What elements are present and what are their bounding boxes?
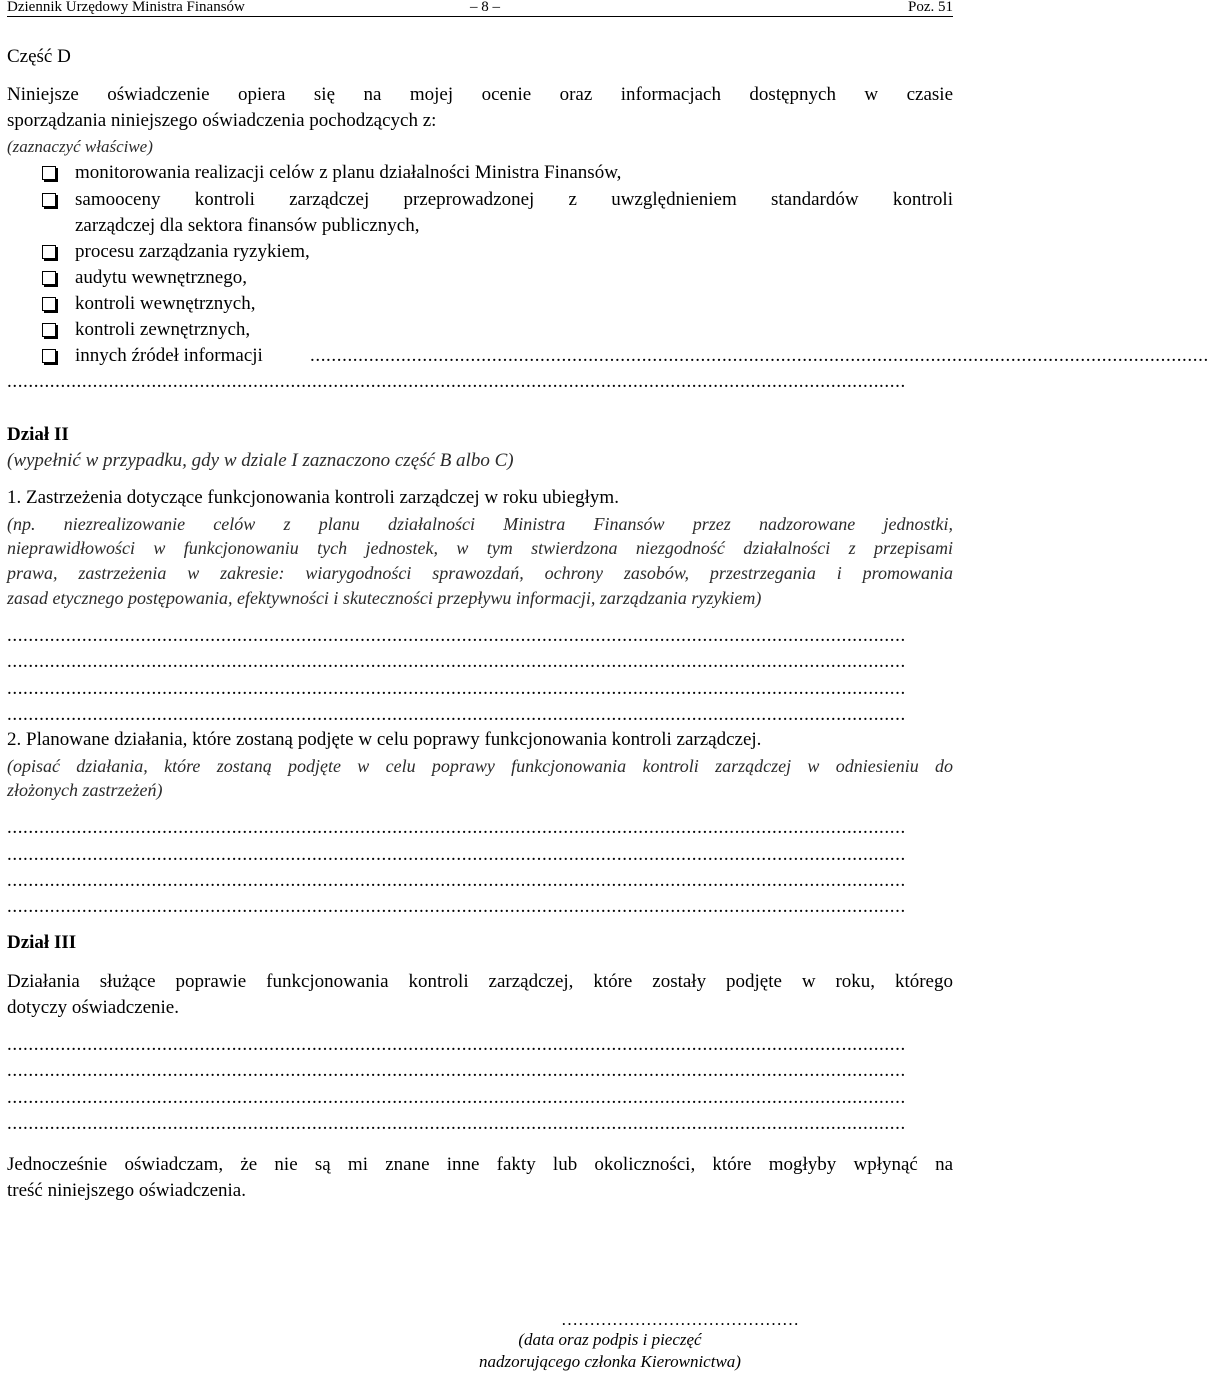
closing-text-1: Jednocześnie oświadczam, że nie są mi znane inne fakty lub okoliczności, które mogłyby wpłynąć na <box>7 1154 953 1175</box>
option-other-sources-label: innych źródeł informacji <box>75 345 263 366</box>
option-monitoring-label: monitorowania realizacji celów z planu działalności Ministra Finansów, <box>75 162 622 183</box>
answer-2-line-4[interactable]: ........................................................................................................................................................................ <box>7 896 906 917</box>
answer-2-line-3[interactable]: ........................................................................................................................................................................ <box>7 870 906 891</box>
answer-2-line-2[interactable]: ........................................................................................................................................................................ <box>7 844 906 865</box>
answer-3-line-2[interactable]: ........................................................................................................................................................................ <box>7 1060 906 1081</box>
section-title-czesc-d: Część D <box>7 46 71 67</box>
option-self-assessment-label: samooceny kontroli zarządczej przeprowadzonej z uwzględnieniem standardów kontroli <box>75 189 953 210</box>
signature-caption-1: (data oraz podpis i pieczęć <box>518 1330 702 1349</box>
other-sources-fill-line[interactable]: ........................................................................................................................................................................ <box>310 345 1209 366</box>
answer-3-line-1[interactable]: ........................................................................................................................................................................ <box>7 1034 906 1055</box>
question-2-hint-1: (opisać działania, które zostaną podjęte w celu poprawy funkcjonowania kontroli zarządczej w odniesieniu do <box>7 756 953 776</box>
checkbox-internal-controls[interactable] <box>42 297 56 311</box>
closing-text-2: treść niniejszego oświadczenia. <box>7 1180 246 1201</box>
position-number: Poz. 51 <box>908 0 953 15</box>
intro-line-1: Niniejsze oświadczenie opiera się na mojej ocenie oraz informacjach dostępnych w czasie <box>7 84 953 105</box>
dzial-3-text-2: dotyczy oświadczenie. <box>7 997 179 1018</box>
answer-1-line-1[interactable]: ........................................................................................................................................................................ <box>7 625 906 646</box>
section-title-dzial-2: Dział II <box>7 424 69 445</box>
journal-title: Dziennik Urzędowy Ministra Finansów <box>7 0 245 15</box>
answer-1-line-3[interactable]: ........................................................................................................................................................................ <box>7 678 906 699</box>
checkbox-internal-audit[interactable] <box>42 271 56 285</box>
dzial-3-text-1: Działania służące poprawie funkcjonowania kontroli zarządczej, które zostały podjęte w roku, którego <box>7 971 953 992</box>
question-2-hint-2: złożonych zastrzeżeń) <box>7 780 163 800</box>
dzial-2-note: (wypełnić w przypadku, gdy w dziale I zaznaczono część B albo C) <box>7 450 514 471</box>
answer-1-line-2[interactable]: ........................................................................................................................................................................ <box>7 651 906 672</box>
signature-line[interactable]: …………………………………… <box>561 1310 799 1329</box>
option-internal-audit-label: audytu wewnętrznego, <box>75 267 247 288</box>
option-external-controls-label: kontroli zewnętrznych, <box>75 319 251 340</box>
page-header <box>7 0 953 17</box>
intro-line-2: sporządzania niniejszego oświadczenia pochodzących z: <box>7 110 437 131</box>
question-2: 2. Planowane działania, które zostaną podjęte w celu poprawy funkcjonowania kontroli zarządczej. <box>7 729 762 750</box>
option-risk-management-label: procesu zarządzania ryzykiem, <box>75 241 310 262</box>
answer-2-line-1[interactable]: ........................................................................................................................................................................ <box>7 817 906 838</box>
option-internal-controls-label: kontroli wewnętrznych, <box>75 293 256 314</box>
question-1-hint-1: (np. niezrealizowanie celów z planu działalności Ministra Finansów przez nadzorowane jednostki, <box>7 514 953 534</box>
question-1-hint-3: prawa, zastrzeżenia w zakresie: wiarygodności sprawozdań, ochrony zasobów, przestrzegania i promowania <box>7 563 953 583</box>
signature-caption-2: nadzorującego członka Kierownictwa) <box>479 1352 741 1371</box>
checkbox-other-sources[interactable] <box>42 349 56 363</box>
question-1-hint-4: zasad etycznego postępowania, efektywności i skuteczności przepływu informacji, zarządzania ryzykiem) <box>7 588 762 608</box>
answer-3-line-4[interactable]: ........................................................................................................................................................................ <box>7 1113 906 1134</box>
question-1: 1. Zastrzeżenia dotyczące funkcjonowania kontroli zarządczej w roku ubiegłym. <box>7 487 619 508</box>
checkbox-self-assessment[interactable] <box>42 193 56 207</box>
checkbox-monitoring[interactable] <box>42 166 56 180</box>
question-1-hint-2: nieprawidłowości w funkcjonowaniu tych jednostek, w tym stwierdzona niezgodność działalności z przepisami <box>7 538 953 558</box>
other-sources-fill-line-2[interactable]: ........................................................................................................................................................................ <box>7 371 906 392</box>
instruction-note: (zaznaczyć właściwe) <box>7 137 153 156</box>
option-self-assessment-label-cont: zarządczej dla sektora finansów publicznych, <box>75 215 420 236</box>
section-title-dzial-3: Dział III <box>7 932 77 953</box>
answer-3-line-3[interactable]: ........................................................................................................................................................................ <box>7 1087 906 1108</box>
checkbox-risk-management[interactable] <box>42 245 56 259</box>
page-number: – 8 – <box>470 0 500 15</box>
answer-1-line-4[interactable]: ........................................................................................................................................................................ <box>7 704 906 725</box>
checkbox-external-controls[interactable] <box>42 323 56 337</box>
